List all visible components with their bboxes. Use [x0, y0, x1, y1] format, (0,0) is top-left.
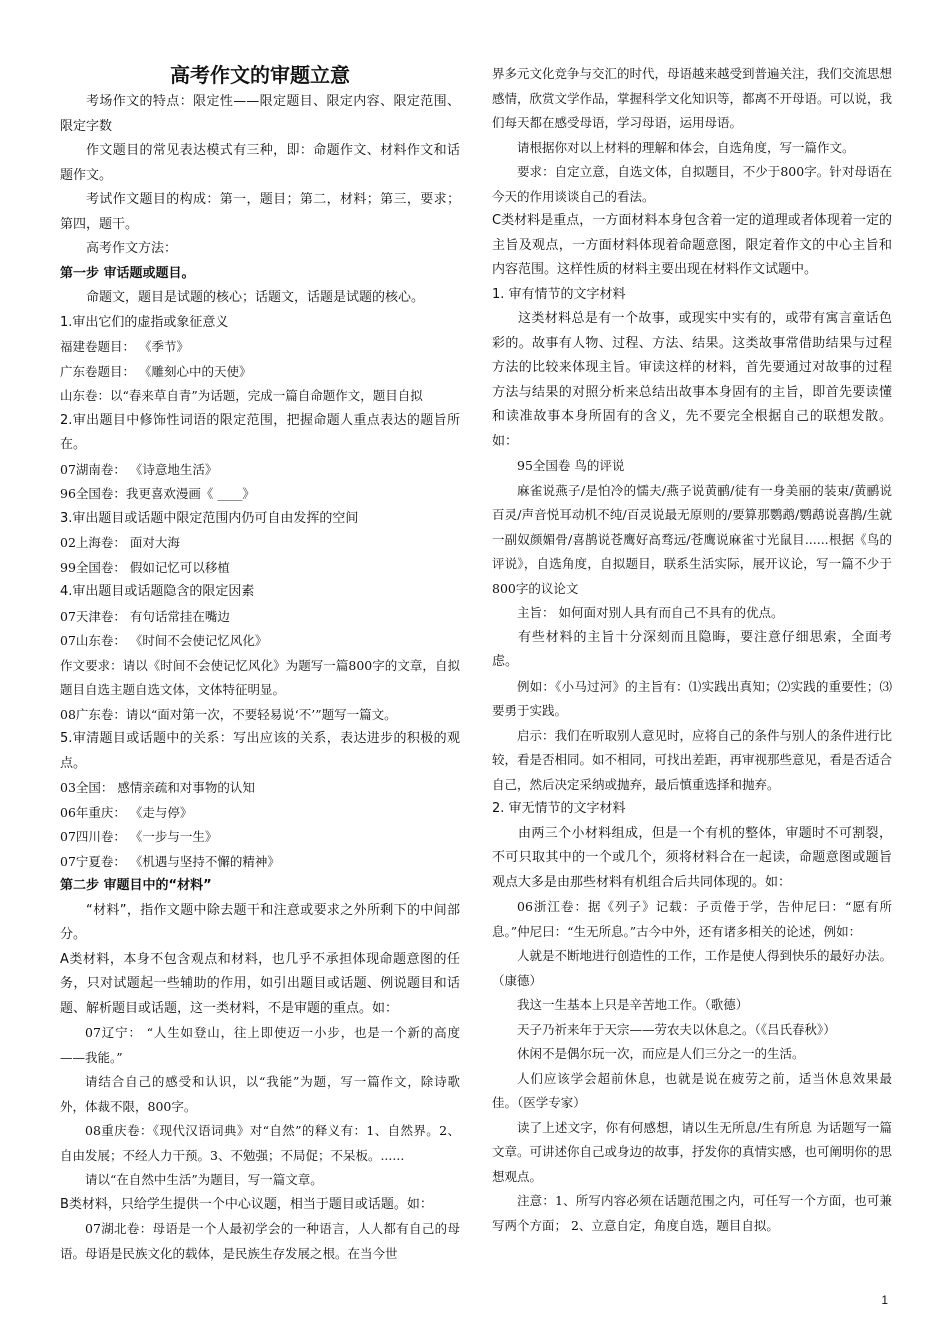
paragraph: 高考作文方法：: [86, 241, 178, 256]
paragraph: 启示：我们在听取别人意见时，应将自己的条件与别人的条件进行比较，看是否相同。如不相同，可找出差距，再审视那些意见，看是否适合自己，然后决定采纳或抛弃，最后慎重选择和抛弃。: [492, 727, 893, 792]
paragraph: 我这一生基本上只是辛苦地工作。（歌德）: [517, 997, 749, 1012]
paragraph: 休闲不是偶尔玩一次，而应是人们三分之一的生活。: [517, 1046, 805, 1061]
paragraph: 例如：《小马过河》的主旨有：⑴实践出真知；⑵实践的重要性；⑶要勇于实践。: [492, 678, 892, 718]
paragraph: 06年重庆： 《走与停》: [60, 804, 193, 820]
paragraph: 08重庆卷：《现代汉语词典》对“自然”的释义有：1、自然界。2、自由发展；不经人力干预。3、不勉强；不局促；不呆板。......: [60, 1123, 460, 1163]
paragraph: 人们应该学会超前休息，也就是说在疲劳之前，适当休息效果最佳。（医学专家）: [492, 1070, 892, 1110]
paragraph: 02上海卷： 面对大海: [60, 535, 180, 550]
right-column: [492, 62, 892, 1238]
paragraph: 考场作文的特点：限定性——限定题目、限定内容、限定范围、限定字数: [60, 94, 460, 134]
page-number: 1: [881, 1293, 888, 1307]
paragraph: 07山东卷： 《时间不会使记忆风化》: [60, 633, 268, 648]
paragraph: 2. 审无情节的文字材料: [492, 801, 626, 816]
paragraph: 读了上述文字，你有何感想，请以生无所息/生有所息 为话题写一篇文章。可讲述你自己或身边的故事，抒发你的真情实感，也可阐明你的思想观点。: [492, 1119, 893, 1184]
section-heading: 第一步 审话题或题目。: [60, 265, 195, 281]
paragraph: 95全国卷 鸟的评说: [517, 458, 625, 473]
left-column-body: [60, 90, 460, 1266]
paragraph: 1. 审有情节的文字材料: [492, 286, 626, 302]
paragraph: 注意：1、所写内容必须在话题范围之内，可任写一个方面，也可兼写两个方面； 2、立意自定，角度自选，题目自拟。: [492, 1193, 892, 1233]
paragraph: 99全国卷： 假如记忆可以移植: [60, 559, 230, 575]
paragraph: 4.审出题目或话题隐含的限定因素: [60, 584, 255, 599]
paragraph: 2.审出题目中修饰性词语的限定范围，把握命题人重点表达的题旨所在。: [60, 412, 460, 452]
paragraph: C类材料是重点，一方面材料本身包含着一定的道理或者体现着一定的主旨及观点，一方面材料体现着命题意图，限定着作文的中心主旨和内容范围。这样性质的材料主要出现在材料作文试题中。: [492, 213, 892, 277]
paragraph: 有些材料的主旨十分深刻而且隐晦，要注意仔细思索，全面考虑。: [492, 629, 892, 669]
paragraph: 08广东卷：请以“面对第一次，不要轻易说‘不’”题写一篇文。: [60, 706, 397, 722]
paragraph: 请以“在自然中生活”为题目，写一篇文章。: [85, 1172, 323, 1187]
paragraph: 07辽宁： “人生如登山，往上即使迈一小步，也是一个新的高度——我能。”: [60, 1025, 460, 1065]
paragraph: 07宁夏卷： 《机遇与坚持不懈的精神》: [60, 853, 280, 869]
left-column: [60, 60, 460, 1266]
paragraph: 麻雀说燕子/是怕冷的懦夫/燕子说黄鹂/徒有一身美丽的装束/黄鹂说百灵/声音悦耳动机不纯/百灵说最无原则的/要算那鹦鹉/鹦鹉说喜鹊/生就一副奴颜媚骨/喜鹊说苍鹰好高骛远/苍鹰说麻雀寸光鼠目......根据《鸟的评说》，自选角度，自拟题目，联系生活实际，展开议论，写一篇不少于800字的议论文: [492, 482, 892, 596]
paragraph: 07天津卷： 有句话常挂在嘴边: [60, 608, 230, 624]
paragraph: 主旨： 如何面对别人具有而自己不具有的优点。: [517, 605, 784, 620]
paragraph: 广东卷题目： 《雕刻心中的天使》: [60, 363, 252, 379]
paragraph: 福建卷题目： 《季节》: [60, 339, 189, 354]
paragraph: “材料”，指作文题中除去题干和注意或要求之外所剩下的中间部分。: [60, 902, 460, 942]
paragraph: 作文题目的常见表达模式有三种，即：命题作文、材料作文和话题作文。: [60, 143, 460, 183]
section-heading: 第二步 审题目中的“材料”: [60, 878, 212, 893]
paragraph: 07湖北卷：母语是一个人最初学会的一种语言，人人都有自己的母语。母语是民族文化的载体，是民族生存发展之根。在当今世: [60, 1221, 460, 1261]
right-column-body: [492, 62, 892, 1238]
paragraph: 3.审出题目或话题中限定范围内仍可自由发挥的空间: [60, 510, 359, 526]
paragraph: 07湖南卷： 《诗意地生活》: [60, 461, 218, 477]
paragraph: 要求：自定立意，自选文体，自拟题目，不少于800字。针对母语在今天的作用谈谈自己的看法。: [492, 164, 892, 204]
paragraph: 山东卷：以“春来草自青”为话题，完成一篇自命题作文，题目自拟: [60, 388, 423, 403]
paragraph: 考试作文题目的构成：第一，题目；第二，材料；第三，要求；第四，题干。: [60, 192, 460, 232]
paragraph: 人就是不断地进行创造性的工作，工作是使人得到快乐的最好办法。 （康德）: [492, 948, 893, 988]
paragraph: 界多元文化竞争与交汇的时代，母语越来越受到普遍关注，我们交流思想感情，欣赏文学作品，掌握科学文化知识等，都离不开母语。可以说，我们每天都在感受母语，学习母语，运用母语。: [492, 66, 893, 130]
paragraph: 请结合自己的感受和认识，以“我能”为题，写一篇作文，除诗歌外，体裁不限，800字。: [60, 1074, 460, 1114]
paragraph: 这类材料总是有一个故事，或现实中实有的，或带有寓言童话色彩的。故事有人物、过程、方法、结果。这类故事常借助结果与过程方法的比较来体现主旨。审读这样的材料，首先要通过对故事的过程方法与结果的对照分析来总结出故事本身固有的主旨，即首先要读懂和读准故事本身所固有的含义，先不要完全根据自己的联想发散。如：: [492, 311, 892, 449]
paragraph: 请根据你对以上材料的理解和体会，自选角度，写一篇作文。: [517, 139, 855, 155]
paragraph: 天子乃祈来年于天宗——劳农夫以休息之。（《吕氏春秋》）: [517, 1021, 836, 1037]
paragraph: 作文要求：请以《时间不会使记忆风化》为题写一篇800字的文章，自拟题目自选主题自选文体，文体特征明显。: [60, 657, 460, 697]
paragraph: 03全国： 感情亲疏和对事物的认知: [60, 780, 255, 795]
paragraph: A类材料，本身不包含观点和材料，也几乎不承担体现命题意图的任务，只对试题起一些辅助的作用，如引出题目或话题、例说题目和话题、解析题目或话题，这一类材料，不是审题的重点。如：: [60, 951, 460, 1016]
paragraph: 由两三个小材料组成，但是一个有机的整体，审题时不可割裂，不可只取其中的一个或几个，须将材料合在一起读，命题意图或题旨观点大多是由那些材料有机组合后共同体现的。如：: [492, 825, 892, 890]
paragraph: 07四川卷： 《一步与一生》: [60, 829, 218, 844]
paragraph: 5.审清题目或话题中的关系：写出应该的关系，表达进步的积极的观点。: [60, 731, 460, 771]
paragraph: 命题文，题目是试题的核心；话题文，话题是试题的核心。: [86, 290, 425, 305]
paragraph: B类材料，只给学生提供一个中心议题，相当于题目或话题。如：: [60, 1196, 433, 1212]
paragraph: 1.审出它们的虚指或象征意义: [60, 314, 229, 330]
document-title: 高考作文的审题立意: [170, 63, 350, 87]
paragraph: 06浙江卷：据《列子》记载：子贡倦于学，告仲尼曰：“愿有所息。”仲尼曰：“生无所息。”古今中外，还有诸多相关的论述，例如：: [492, 899, 892, 939]
paragraph: 96全国卷：我更喜欢漫画《 ____》: [60, 486, 255, 501]
